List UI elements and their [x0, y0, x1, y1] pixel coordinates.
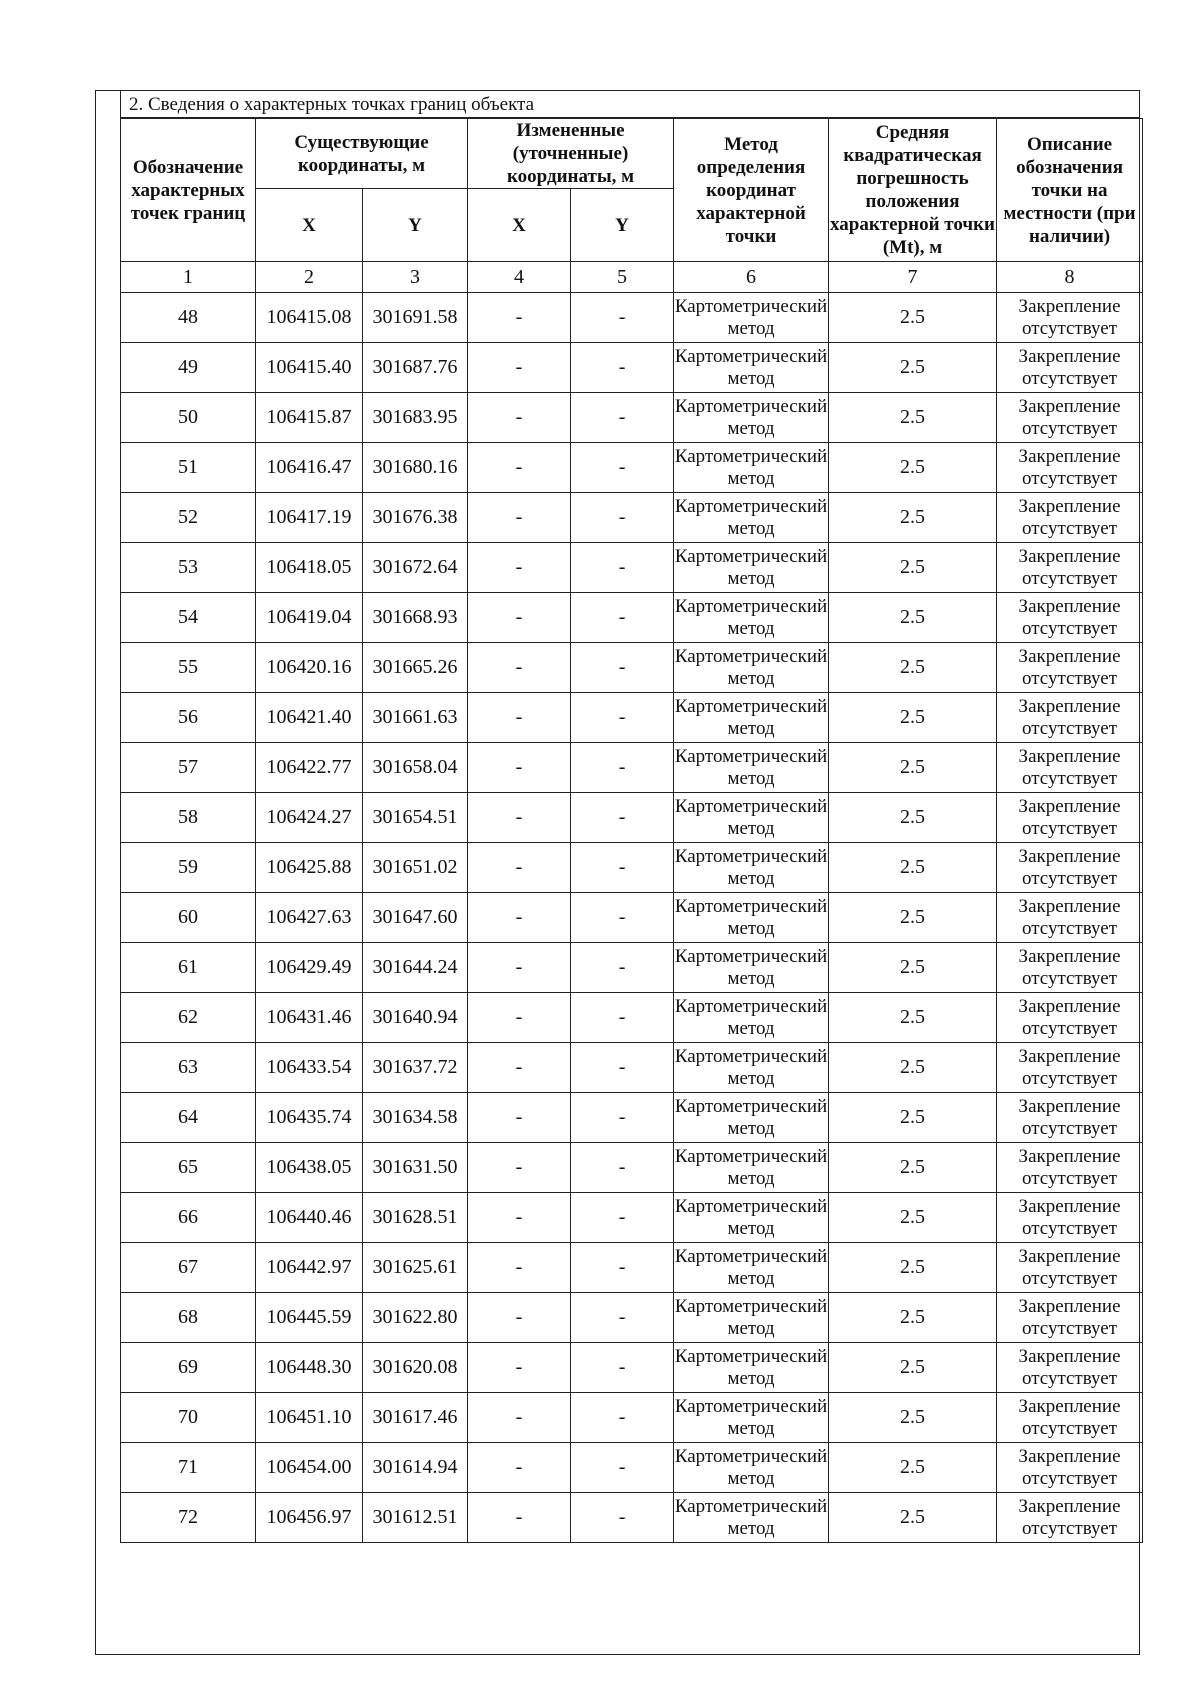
y-changed-cell: - [571, 693, 674, 743]
error-mt-cell: 2.5 [829, 1093, 997, 1143]
description-cell: Закрепление отсутствует [997, 343, 1143, 393]
point-number-cell: 49 [121, 343, 256, 393]
point-number-cell: 68 [121, 1293, 256, 1343]
method-cell: Картометрический метод [674, 643, 829, 693]
table-row [121, 743, 1143, 793]
header-description: Описание обозначения точки на местности (при наличии) [997, 119, 1143, 262]
description-cell: Закрепление отсутствует [997, 843, 1143, 893]
table-row [121, 443, 1143, 493]
table-row [121, 843, 1143, 893]
boundary-points-table [120, 118, 1143, 1543]
x-changed-cell: - [468, 443, 571, 493]
y-changed-cell: - [571, 743, 674, 793]
point-number-cell: 60 [121, 893, 256, 943]
header-changed-x: X [468, 189, 571, 262]
description-cell: Закрепление отсутствует [997, 293, 1143, 343]
x-changed-cell: - [468, 793, 571, 843]
x-changed-cell: - [468, 1443, 571, 1493]
error-mt-cell: 2.5 [829, 1143, 997, 1193]
table-row [121, 893, 1143, 943]
column-number: 4 [468, 262, 571, 293]
x-changed-cell: - [468, 893, 571, 943]
x-changed-cell: - [468, 1343, 571, 1393]
x-existing-cell: 106442.97 [256, 1243, 363, 1293]
x-changed-cell: - [468, 543, 571, 593]
point-number-cell: 52 [121, 493, 256, 543]
y-existing-cell: 301625.61 [363, 1243, 468, 1293]
table-row [121, 1343, 1143, 1393]
x-existing-cell: 106435.74 [256, 1093, 363, 1143]
point-number-cell: 48 [121, 293, 256, 343]
point-number-cell: 64 [121, 1093, 256, 1143]
description-cell: Закрепление отсутствует [997, 743, 1143, 793]
document-sheet [95, 90, 1140, 1655]
method-cell: Картометрический метод [674, 1293, 829, 1343]
column-number: 2 [256, 262, 363, 293]
header-changed: Измененные (уточненные) координаты, м [468, 119, 674, 189]
y-changed-cell: - [571, 1293, 674, 1343]
y-existing-cell: 301672.64 [363, 543, 468, 593]
method-cell: Картометрический метод [674, 693, 829, 743]
table-row [121, 1193, 1143, 1243]
method-cell: Картометрический метод [674, 893, 829, 943]
x-changed-cell: - [468, 743, 571, 793]
method-cell: Картометрический метод [674, 993, 829, 1043]
error-mt-cell: 2.5 [829, 493, 997, 543]
error-mt-cell: 2.5 [829, 843, 997, 893]
error-mt-cell: 2.5 [829, 993, 997, 1043]
y-existing-cell: 301651.02 [363, 843, 468, 893]
description-cell: Закрепление отсутствует [997, 1393, 1143, 1443]
x-existing-cell: 106421.40 [256, 693, 363, 743]
error-mt-cell: 2.5 [829, 943, 997, 993]
x-existing-cell: 106454.00 [256, 1443, 363, 1493]
description-cell: Закрепление отсутствует [997, 643, 1143, 693]
error-mt-cell: 2.5 [829, 593, 997, 643]
y-changed-cell: - [571, 593, 674, 643]
x-existing-cell: 106438.05 [256, 1143, 363, 1193]
method-cell: Картометрический метод [674, 343, 829, 393]
description-cell: Закрепление отсутствует [997, 1343, 1143, 1393]
y-changed-cell: - [571, 643, 674, 693]
column-number: 5 [571, 262, 674, 293]
y-existing-cell: 301665.26 [363, 643, 468, 693]
header-designation: Обозначение характерных точек границ [121, 119, 256, 262]
header-existing: Существующие координаты, м [256, 119, 468, 189]
method-cell: Картометрический метод [674, 1493, 829, 1543]
x-changed-cell: - [468, 1243, 571, 1293]
y-existing-cell: 301683.95 [363, 393, 468, 443]
y-existing-cell: 301676.38 [363, 493, 468, 543]
error-mt-cell: 2.5 [829, 1293, 997, 1343]
point-number-cell: 71 [121, 1443, 256, 1493]
x-existing-cell: 106448.30 [256, 1343, 363, 1393]
error-mt-cell: 2.5 [829, 1493, 997, 1543]
method-cell: Картометрический метод [674, 1093, 829, 1143]
description-cell: Закрепление отсутствует [997, 993, 1143, 1043]
y-existing-cell: 301620.08 [363, 1343, 468, 1393]
column-number: 7 [829, 262, 997, 293]
point-number-cell: 57 [121, 743, 256, 793]
method-cell: Картометрический метод [674, 943, 829, 993]
y-existing-cell: 301680.16 [363, 443, 468, 493]
x-existing-cell: 106445.59 [256, 1293, 363, 1343]
y-existing-cell: 301637.72 [363, 1043, 468, 1093]
method-cell: Картометрический метод [674, 443, 829, 493]
point-number-cell: 70 [121, 1393, 256, 1443]
y-existing-cell: 301617.46 [363, 1393, 468, 1443]
y-changed-cell: - [571, 443, 674, 493]
method-cell: Картометрический метод [674, 393, 829, 443]
error-mt-cell: 2.5 [829, 1243, 997, 1293]
y-existing-cell: 301661.63 [363, 693, 468, 743]
y-changed-cell: - [571, 893, 674, 943]
x-existing-cell: 106415.40 [256, 343, 363, 393]
y-changed-cell: - [571, 793, 674, 843]
x-existing-cell: 106424.27 [256, 793, 363, 843]
x-existing-cell: 106440.46 [256, 1193, 363, 1243]
y-existing-cell: 301654.51 [363, 793, 468, 843]
point-number-cell: 55 [121, 643, 256, 693]
error-mt-cell: 2.5 [829, 1443, 997, 1493]
table-row [121, 343, 1143, 393]
x-existing-cell: 106427.63 [256, 893, 363, 943]
x-changed-cell: - [468, 343, 571, 393]
column-number: 3 [363, 262, 468, 293]
description-cell: Закрепление отсутствует [997, 1293, 1143, 1343]
x-existing-cell: 106429.49 [256, 943, 363, 993]
description-cell: Закрепление отсутствует [997, 443, 1143, 493]
y-existing-cell: 301668.93 [363, 593, 468, 643]
x-changed-cell: - [468, 843, 571, 893]
table-row [121, 993, 1143, 1043]
error-mt-cell: 2.5 [829, 1043, 997, 1093]
description-cell: Закрепление отсутствует [997, 1443, 1143, 1493]
x-changed-cell: - [468, 1193, 571, 1243]
x-changed-cell: - [468, 993, 571, 1043]
point-number-cell: 51 [121, 443, 256, 493]
x-changed-cell: - [468, 1143, 571, 1193]
table-row [121, 293, 1143, 343]
method-cell: Картометрический метод [674, 1343, 829, 1393]
x-changed-cell: - [468, 293, 571, 343]
table-row [121, 943, 1143, 993]
point-number-cell: 63 [121, 1043, 256, 1093]
point-number-cell: 66 [121, 1193, 256, 1243]
y-existing-cell: 301622.80 [363, 1293, 468, 1343]
table-row [121, 1043, 1143, 1093]
method-cell: Картометрический метод [674, 593, 829, 643]
description-cell: Закрепление отсутствует [997, 893, 1143, 943]
y-changed-cell: - [571, 1493, 674, 1543]
x-existing-cell: 106417.19 [256, 493, 363, 543]
method-cell: Картометрический метод [674, 843, 829, 893]
x-changed-cell: - [468, 493, 571, 543]
y-changed-cell: - [571, 1193, 674, 1243]
y-changed-cell: - [571, 1043, 674, 1093]
method-cell: Картометрический метод [674, 293, 829, 343]
point-number-cell: 50 [121, 393, 256, 443]
description-cell: Закрепление отсутствует [997, 393, 1143, 443]
table-row [121, 643, 1143, 693]
error-mt-cell: 2.5 [829, 293, 997, 343]
x-existing-cell: 106433.54 [256, 1043, 363, 1093]
description-cell: Закрепление отсутствует [997, 543, 1143, 593]
table-row [121, 1443, 1143, 1493]
x-changed-cell: - [468, 1093, 571, 1143]
y-existing-cell: 301614.94 [363, 1443, 468, 1493]
point-number-cell: 53 [121, 543, 256, 593]
column-numbers-row [121, 262, 1143, 293]
x-changed-cell: - [468, 593, 571, 643]
header-method: Метод определения координат характерной точки [674, 119, 829, 262]
description-cell: Закрепление отсутствует [997, 493, 1143, 543]
table-row [121, 543, 1143, 593]
table-row [121, 493, 1143, 543]
method-cell: Картометрический метод [674, 1393, 829, 1443]
header-existing-y: Y [363, 189, 468, 262]
point-number-cell: 56 [121, 693, 256, 743]
x-existing-cell: 106415.08 [256, 293, 363, 343]
x-existing-cell: 106419.04 [256, 593, 363, 643]
error-mt-cell: 2.5 [829, 643, 997, 693]
y-existing-cell: 301691.58 [363, 293, 468, 343]
header-error: Средняя квадратическая погрешность положения характерной точки (Mt), м [829, 119, 997, 262]
y-changed-cell: - [571, 843, 674, 893]
x-changed-cell: - [468, 1393, 571, 1443]
x-changed-cell: - [468, 693, 571, 743]
column-number: 6 [674, 262, 829, 293]
description-cell: Закрепление отсутствует [997, 1093, 1143, 1143]
x-changed-cell: - [468, 943, 571, 993]
error-mt-cell: 2.5 [829, 743, 997, 793]
x-existing-cell: 106416.47 [256, 443, 363, 493]
description-cell: Закрепление отсутствует [997, 1493, 1143, 1543]
error-mt-cell: 2.5 [829, 443, 997, 493]
error-mt-cell: 2.5 [829, 343, 997, 393]
y-existing-cell: 301640.94 [363, 993, 468, 1043]
y-changed-cell: - [571, 293, 674, 343]
section-title: 2. Сведения о характерных точках границ объекта [120, 91, 1140, 118]
y-existing-cell: 301612.51 [363, 1493, 468, 1543]
table-row [121, 793, 1143, 843]
y-existing-cell: 301647.60 [363, 893, 468, 943]
table-row [121, 693, 1143, 743]
y-changed-cell: - [571, 493, 674, 543]
description-cell: Закрепление отсутствует [997, 593, 1143, 643]
point-number-cell: 59 [121, 843, 256, 893]
description-cell: Закрепление отсутствует [997, 1243, 1143, 1293]
x-changed-cell: - [468, 393, 571, 443]
method-cell: Картометрический метод [674, 743, 829, 793]
table-row [121, 1093, 1143, 1143]
table-row [121, 1293, 1143, 1343]
error-mt-cell: 2.5 [829, 393, 997, 443]
point-number-cell: 58 [121, 793, 256, 843]
error-mt-cell: 2.5 [829, 793, 997, 843]
description-cell: Закрепление отсутствует [997, 1193, 1143, 1243]
x-existing-cell: 106422.77 [256, 743, 363, 793]
point-number-cell: 69 [121, 1343, 256, 1393]
column-number: 8 [997, 262, 1143, 293]
description-cell: Закрепление отсутствует [997, 693, 1143, 743]
y-changed-cell: - [571, 1393, 674, 1443]
x-existing-cell: 106425.88 [256, 843, 363, 893]
table-row [121, 393, 1143, 443]
y-existing-cell: 301628.51 [363, 1193, 468, 1243]
x-changed-cell: - [468, 1043, 571, 1093]
method-cell: Картометрический метод [674, 1043, 829, 1093]
y-existing-cell: 301644.24 [363, 943, 468, 993]
y-changed-cell: - [571, 1243, 674, 1293]
x-existing-cell: 106456.97 [256, 1493, 363, 1543]
point-number-cell: 62 [121, 993, 256, 1043]
x-existing-cell: 106420.16 [256, 643, 363, 693]
point-number-cell: 61 [121, 943, 256, 993]
y-changed-cell: - [571, 343, 674, 393]
y-changed-cell: - [571, 543, 674, 593]
error-mt-cell: 2.5 [829, 543, 997, 593]
point-number-cell: 72 [121, 1493, 256, 1543]
x-existing-cell: 106451.10 [256, 1393, 363, 1443]
point-number-cell: 65 [121, 1143, 256, 1193]
x-changed-cell: - [468, 1493, 571, 1543]
y-changed-cell: - [571, 1443, 674, 1493]
x-existing-cell: 106431.46 [256, 993, 363, 1043]
y-changed-cell: - [571, 1343, 674, 1393]
description-cell: Закрепление отсутствует [997, 793, 1143, 843]
method-cell: Картометрический метод [674, 543, 829, 593]
method-cell: Картометрический метод [674, 1193, 829, 1243]
method-cell: Картометрический метод [674, 1443, 829, 1493]
y-changed-cell: - [571, 393, 674, 443]
error-mt-cell: 2.5 [829, 693, 997, 743]
x-existing-cell: 106415.87 [256, 393, 363, 443]
description-cell: Закрепление отсутствует [997, 943, 1143, 993]
header-changed-y: Y [571, 189, 674, 262]
method-cell: Картометрический метод [674, 1243, 829, 1293]
error-mt-cell: 2.5 [829, 1193, 997, 1243]
y-changed-cell: - [571, 1093, 674, 1143]
header-existing-x: X [256, 189, 363, 262]
x-existing-cell: 106418.05 [256, 543, 363, 593]
x-changed-cell: - [468, 643, 571, 693]
y-existing-cell: 301634.58 [363, 1093, 468, 1143]
method-cell: Картометрический метод [674, 1143, 829, 1193]
y-existing-cell: 301631.50 [363, 1143, 468, 1193]
table-row [121, 1493, 1143, 1543]
table-row [121, 593, 1143, 643]
table-row [121, 1393, 1143, 1443]
method-cell: Картометрический метод [674, 493, 829, 543]
y-changed-cell: - [571, 993, 674, 1043]
method-cell: Картометрический метод [674, 793, 829, 843]
description-cell: Закрепление отсутствует [997, 1143, 1143, 1193]
column-number: 1 [121, 262, 256, 293]
table-row [121, 1243, 1143, 1293]
error-mt-cell: 2.5 [829, 893, 997, 943]
table-row [121, 1143, 1143, 1193]
error-mt-cell: 2.5 [829, 1343, 997, 1393]
y-existing-cell: 301687.76 [363, 343, 468, 393]
description-cell: Закрепление отсутствует [997, 1043, 1143, 1093]
point-number-cell: 67 [121, 1243, 256, 1293]
point-number-cell: 54 [121, 593, 256, 643]
y-changed-cell: - [571, 1143, 674, 1193]
y-existing-cell: 301658.04 [363, 743, 468, 793]
y-changed-cell: - [571, 943, 674, 993]
error-mt-cell: 2.5 [829, 1393, 997, 1443]
x-changed-cell: - [468, 1293, 571, 1343]
